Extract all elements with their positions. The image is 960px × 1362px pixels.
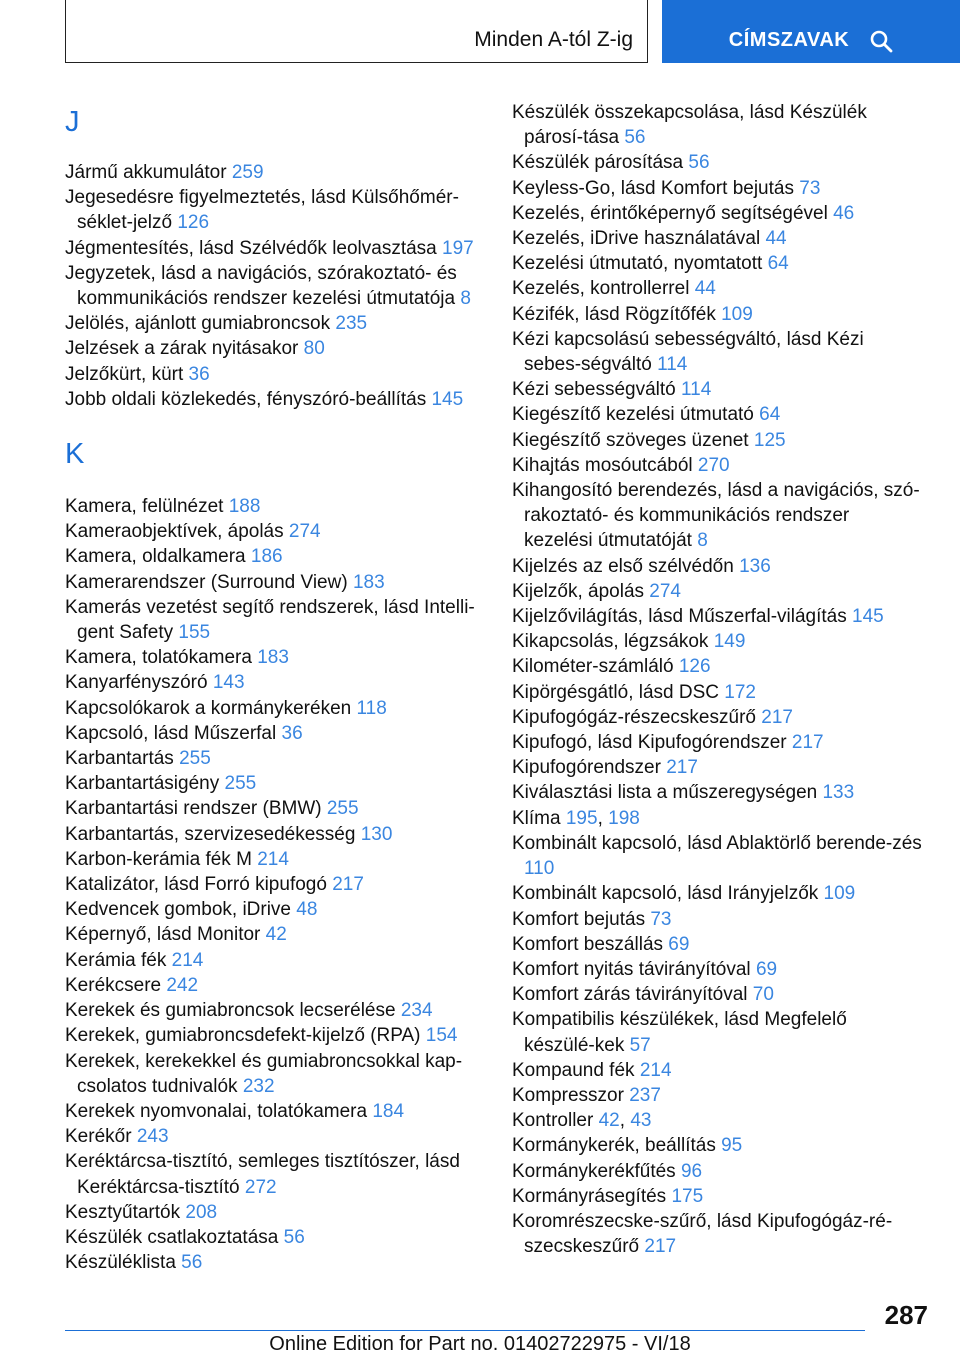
page-reference-link[interactable]: 259	[231, 162, 264, 183]
index-entry	[65, 311, 475, 336]
index-entry-term: Komfort zárás távirányítóval	[512, 984, 753, 1006]
page-reference-link[interactable]: 73	[799, 177, 821, 199]
index-entry-term: Kipörgésgátló, lásd DSC	[512, 681, 725, 703]
page-reference-link[interactable]: 126	[177, 212, 210, 234]
index-entry	[512, 1007, 922, 1057]
index-entry	[65, 1200, 475, 1225]
index-entry-term: Kipufogó, lásd Kipufogórendszer	[512, 732, 792, 754]
page-reference-link[interactable]: 80	[303, 338, 325, 360]
index-entry	[65, 1149, 475, 1199]
page-reference-link[interactable]: 255	[224, 773, 257, 795]
index-list-k-continued	[512, 100, 922, 1259]
page-reference-link[interactable]: 217	[666, 757, 698, 779]
page-reference-link[interactable]: 109	[721, 303, 753, 325]
section-letter-k: K	[65, 438, 85, 471]
index-entry-term: Kézi kapcsolású sebességváltó, lásd Kézi sebes-ségváltó	[512, 328, 864, 376]
index-entry-term: Kiegészítő kezelési útmutató	[512, 404, 760, 426]
page-reference-link[interactable]: 172	[724, 681, 756, 703]
index-entry-term: Karbantartásigény	[65, 773, 225, 795]
index-entry	[512, 201, 922, 226]
page-reference-link[interactable]: 186	[250, 546, 283, 568]
page-reference-link[interactable]: 145	[431, 388, 464, 410]
page-reference-link[interactable]: 183	[352, 571, 385, 593]
index-entry-term: Karbon-kerámia fék M	[65, 848, 258, 870]
index-entry-term: Kézifék, lásd Rögzítőfék	[512, 303, 722, 325]
page-reference-link[interactable]: 96	[680, 1160, 703, 1182]
index-entry-term: Kerékcsere	[65, 974, 167, 996]
index-entry	[512, 453, 922, 478]
index-entry-term: Jegesedésre figyelmeztetés, lásd Külsőhőmér-séklet-jelző	[65, 187, 459, 234]
index-entry	[65, 185, 475, 235]
page-reference-link[interactable]: 57	[629, 1034, 651, 1056]
keywords-button-label: CÍMSZAVAK	[728, 29, 850, 51]
index-entry	[512, 176, 922, 201]
index-entry-term: Kesztyűtartók	[65, 1201, 186, 1223]
footer-divider	[65, 1330, 865, 1331]
index-list-j	[65, 160, 475, 412]
page-reference-link[interactable]: 175	[671, 1185, 704, 1207]
page-reference-link[interactable]: 242	[166, 974, 199, 996]
index-entry	[512, 327, 922, 377]
index-list-k	[65, 494, 475, 1275]
index-entry-term: Kipufogórendszer	[512, 757, 667, 779]
index-entry	[65, 721, 475, 746]
index-entry-term: Kormányrásegítés	[512, 1185, 672, 1207]
section-letter-j: J	[65, 106, 80, 138]
index-entry-term: Karbantartás, szervizesedékesség	[65, 823, 361, 845]
index-entry	[512, 377, 922, 402]
index-entry	[512, 579, 922, 604]
index-entry-term: Kerekek, gumiabroncsdefekt-kijelző (RPA)	[65, 1025, 426, 1047]
page-reference-link[interactable]: 133	[822, 782, 855, 804]
index-entry	[512, 554, 922, 579]
index-entry-term: Kijelzővilágítás, lásd Műszerfal-világítás	[512, 606, 853, 628]
page-reference-link[interactable]: 114	[657, 354, 688, 376]
page-reference-link[interactable]: 64	[767, 253, 789, 275]
page-reference-link[interactable]: 214	[257, 848, 289, 870]
page-reference-link[interactable]: 42	[265, 924, 287, 946]
index-entry	[512, 907, 922, 932]
index-entry	[512, 730, 922, 755]
index-entry	[512, 629, 922, 654]
index-entry-term: Jégmentesítés, lásd Szélvédők leolvasztása	[65, 237, 443, 259]
index-entry-term: Keyless-Go, lásd Komfort bejutás	[512, 177, 800, 199]
index-entry-term: Kormánykerékfűtés	[512, 1160, 681, 1182]
index-entry-term: Kiválasztási lista a műszeregységen	[512, 782, 823, 804]
page-reference-link[interactable]: 95	[721, 1135, 743, 1157]
index-entry	[512, 1058, 922, 1083]
index-entry	[65, 494, 475, 519]
index-entry	[65, 847, 475, 872]
index-entry-term: Készüléklista	[65, 1252, 182, 1274]
index-entry	[65, 948, 475, 973]
page-reference-link[interactable]: 46	[833, 202, 855, 224]
page-reference-link[interactable]: 8	[460, 288, 471, 310]
index-entry	[512, 604, 922, 629]
index-entry	[512, 957, 922, 982]
page-reference-link[interactable]: 235	[335, 313, 368, 335]
index-entry-term: Kijelzők, ápolás	[512, 580, 650, 602]
keywords-button[interactable]	[662, 0, 960, 63]
index-entry-term: Kerékőr	[65, 1126, 137, 1148]
index-entry-term: Karbantartási rendszer (BMW)	[65, 798, 327, 820]
index-entry-term: Kihangosító berendezés, lásd a navigációs, szó-rakoztató- és kommunikációs rendszer kezelési útmutatóját	[512, 480, 920, 552]
page-reference-link[interactable]: 208	[185, 1201, 218, 1223]
page-reference-link[interactable]: 274	[649, 580, 681, 602]
page-reference-link[interactable]: 255	[326, 798, 359, 820]
index-entry	[65, 160, 475, 185]
index-entry	[65, 387, 475, 412]
index-entry	[512, 982, 922, 1007]
page-reference-link[interactable]: 44	[765, 228, 787, 250]
tab-label: Minden A-tól Z-ig	[474, 28, 633, 51]
index-entry	[65, 645, 475, 670]
index-entry-term: Kezelés, érintőképernyő segítségével	[512, 202, 834, 224]
index-entry	[512, 680, 922, 705]
index-entry	[512, 654, 922, 679]
index-entry	[65, 1023, 475, 1048]
index-entry	[512, 1209, 922, 1259]
index-entry-term: Karbantartás	[65, 748, 180, 770]
page-reference-link[interactable]: 214	[171, 949, 204, 971]
index-entry-term: Kipufogógáz-részecskeszűrő	[512, 706, 762, 728]
page-reference-link[interactable]: 70	[752, 984, 774, 1006]
index-entry	[65, 1099, 475, 1124]
index-entry	[65, 922, 475, 947]
page-reference-link[interactable]: 69	[755, 958, 778, 980]
index-entry: Kontroller 42, 43	[512, 1110, 652, 1132]
index-entry-term: Kiegészítő szöveges üzenet	[512, 429, 754, 451]
index-entry	[512, 1159, 922, 1184]
page-reference-link[interactable]: 274	[288, 521, 321, 543]
index-entry	[65, 1225, 475, 1250]
page-reference-link[interactable]: 136	[739, 555, 771, 577]
index-entry: Klíma 195, 198	[512, 807, 640, 829]
index-entry-term: Komfort bejutás	[512, 908, 651, 930]
index-entry-term: Kapcsolókarok a kormánykeréken	[65, 697, 357, 719]
index-entry	[65, 796, 475, 821]
page-reference-link[interactable]: 217	[332, 874, 364, 896]
index-entry	[512, 251, 922, 276]
page-reference-link[interactable]: 255	[179, 748, 211, 770]
index-entry-term: Kompaund fék	[512, 1059, 640, 1081]
page-reference-link[interactable]: 237	[629, 1084, 661, 1106]
index-entry-term: Kamera, oldalkamera	[65, 546, 251, 568]
page-reference-link[interactable]: 109	[823, 883, 856, 905]
index-entry-term: Kedvencek gombok, iDrive	[65, 899, 297, 921]
index-entry	[65, 746, 475, 771]
page-reference-link[interactable]: 195	[565, 807, 598, 829]
index-entry	[512, 932, 922, 957]
index-entry-term: Készülék csatlakoztatása	[65, 1226, 284, 1248]
index-entry	[65, 362, 475, 387]
page-reference-link[interactable]: 130	[360, 823, 393, 845]
index-entry	[65, 519, 475, 544]
index-entry-term: Koromrészecske-szűrő, lásd Kipufogógáz-ré-szecskeszűrő	[512, 1210, 893, 1258]
page-reference-link[interactable]: 56	[181, 1252, 203, 1274]
index-entry	[65, 1124, 475, 1149]
page-reference-link[interactable]: 197	[442, 237, 474, 259]
page-reference-link[interactable]: 56	[688, 152, 710, 174]
page-reference-link[interactable]: 232	[242, 1075, 275, 1097]
index-entry-term: Kapcsoló, lásd Műszerfal	[65, 722, 282, 744]
index-entry	[65, 595, 475, 645]
page-reference-link[interactable]: 64	[759, 404, 781, 426]
page-reference-link[interactable]: 44	[694, 278, 716, 300]
index-entry	[65, 336, 475, 361]
index-entry-term: Komfort nyitás távirányítóval	[512, 958, 756, 980]
page-reference-link[interactable]: 118	[356, 697, 387, 719]
page-reference-link[interactable]: 56	[283, 1226, 305, 1248]
index-entry-term: Jelzések a zárak nyitásakor	[65, 338, 304, 360]
page-reference-link[interactable]: 243	[136, 1126, 169, 1148]
page-reference-link[interactable]: 125	[753, 429, 786, 451]
search-icon	[869, 29, 893, 53]
index-column-left	[65, 100, 475, 1275]
index-entry-term: Kézi sebességváltó	[512, 379, 681, 401]
page-reference-link[interactable]: 56	[624, 127, 646, 149]
index-entry	[65, 1049, 475, 1099]
index-entry-term: Klíma	[512, 807, 566, 829]
index-entry-term: Kamera, tolatókamera	[65, 647, 258, 669]
index-entry-term: Kerekek és gumiabroncsok lecserélése	[65, 1000, 401, 1022]
index-entry-term: Kerámia fék	[65, 949, 172, 971]
page-reference-link[interactable]: 8	[697, 530, 708, 552]
index-entry	[512, 478, 922, 554]
page-reference-link[interactable]: 234	[400, 1000, 433, 1022]
index-entry	[512, 755, 922, 780]
index-entry-term: Kamerás vezetést segítő rendszerek, lásd Intelli-gent Safety	[65, 596, 475, 644]
index-entry-term: Kompresszor	[512, 1084, 630, 1106]
page-reference-link[interactable]: 69	[668, 933, 690, 955]
tab-minden-a-tol-z-ig[interactable]	[65, 0, 648, 63]
page-reference-link[interactable]: 188	[228, 496, 261, 518]
index-entry-term: Katalizátor, lásd Forró kipufogó	[65, 874, 333, 896]
index-entry-term: Jelölés, ajánlott gumiabroncsok	[65, 313, 336, 335]
index-entry-term: Kombinált kapcsoló, lásd Irányjelzők	[512, 883, 824, 905]
index-entry-term: Készülék párosítása	[512, 152, 689, 174]
page-reference-link[interactable]: 217	[761, 706, 793, 728]
page-reference-link[interactable]: 43	[630, 1110, 652, 1132]
index-entry	[65, 1250, 475, 1275]
page-reference-link[interactable]: 214	[639, 1059, 672, 1081]
index-entry	[65, 973, 475, 998]
index-entry-term: Képernyő, lásd Monitor	[65, 924, 266, 946]
index-entry	[65, 998, 475, 1023]
page-reference-link[interactable]: 48	[296, 899, 318, 921]
index-entry-term: Kezelés, kontrollerrel	[512, 278, 695, 300]
page-number: 287	[884, 1300, 928, 1330]
index-entry-term: Jobb oldali közlekedés, fényszóró-beállítás	[65, 388, 432, 410]
index-entry-term: Kihajtás mosóutcából	[512, 454, 698, 476]
page-reference-link[interactable]: 114	[681, 379, 712, 401]
index-entry-term: Kompatibilis készülékek, lásd Megfelelő készülé-kek	[512, 1009, 847, 1056]
index-entry-term: Komfort beszállás	[512, 933, 669, 955]
page-reference-link[interactable]: 149	[713, 631, 746, 653]
index-entry	[512, 780, 922, 805]
index-entry-term: Jármű akkumulátor	[65, 162, 232, 183]
index-entry	[512, 705, 922, 730]
index-entry	[65, 236, 475, 261]
index-entry-term: Kerekek, kerekekkel és gumiabroncsokkal kap-csolatos tudnivalók	[65, 1050, 463, 1097]
index-entry-term: Kameraobjektívek, ápolás	[65, 521, 289, 543]
index-entry	[512, 402, 922, 427]
index-entry	[512, 1184, 922, 1209]
index-entry	[512, 150, 922, 175]
index-entry-term: Kezelés, iDrive használatával	[512, 228, 766, 250]
page-reference-link[interactable]: 198	[608, 807, 640, 829]
index-entry	[65, 771, 475, 796]
page-reference-link[interactable]: 155	[178, 622, 211, 644]
index-entry	[65, 261, 475, 311]
footer-edition-text: Online Edition for Part no. 01402722975 - VI/18	[269, 1333, 691, 1355]
index-entry	[512, 831, 922, 881]
index-entry	[512, 276, 922, 301]
index-entry	[65, 822, 475, 847]
index-entry	[512, 1133, 922, 1158]
index-entry	[512, 302, 922, 327]
index-entry	[512, 1083, 922, 1108]
page-reference-link[interactable]: 42	[598, 1110, 620, 1132]
index-entry-term: Kilométer-számláló	[512, 656, 679, 678]
index-entry-term: Kezelési útmutató, nyomtatott	[512, 253, 768, 275]
index-entry-term: Kanyarfényszóró	[65, 672, 213, 694]
page-reference-link[interactable]: 270	[697, 454, 730, 476]
page-reference-link[interactable]: 145	[852, 606, 884, 628]
page-reference-link[interactable]: 143	[212, 672, 245, 694]
index-entry-term: Kerekek nyomvonalai, tolatókamera	[65, 1100, 373, 1122]
index-entry	[65, 872, 475, 897]
page-reference-link[interactable]: 272	[244, 1176, 277, 1198]
page-reference-link[interactable]: 73	[650, 908, 672, 930]
index-column-right	[512, 100, 922, 1259]
index-entry	[512, 100, 922, 150]
index-entry	[512, 226, 922, 251]
index-entry	[65, 670, 475, 695]
index-entry-term: Kijelzés az első szélvédőn	[512, 555, 740, 577]
index-entry-term: Kamerarendszer (Surround View)	[65, 571, 353, 593]
index-entry-term: Keréktárcsa-tisztító, semleges tisztítószer, lásd Keréktárcsa-tisztító	[65, 1151, 460, 1198]
index-entry	[65, 570, 475, 595]
index-entry	[512, 881, 922, 906]
page-reference-link[interactable]: 184	[372, 1100, 405, 1122]
index-entry-term: Készülék összekapcsolása, lásd Készülék párosí-tása	[512, 102, 867, 149]
page-reference-link[interactable]: 110	[524, 858, 555, 880]
index-entry-term: Kamera, felülnézet	[65, 496, 229, 518]
index-entry	[512, 428, 922, 453]
index-entry-term: Kikapcsolás, légzsákok	[512, 631, 714, 653]
index-entry-term: Kombinált kapcsoló, lásd Ablaktörlő berende-zés	[512, 832, 922, 854]
index-entry-term: Jelzőkürt, kürt	[65, 363, 189, 385]
page-reference-link[interactable]: 217	[791, 732, 824, 754]
page-reference-link[interactable]: 126	[678, 656, 711, 678]
page-reference-link[interactable]: 183	[257, 647, 289, 669]
index-entry	[65, 897, 475, 922]
page-reference-link[interactable]: 36	[281, 722, 303, 744]
index-entry	[65, 544, 475, 569]
index-entry-term: Kontroller	[512, 1110, 599, 1132]
page-reference-link[interactable]: 217	[644, 1236, 677, 1258]
index-entry	[65, 696, 475, 721]
index-entry-term: Kormánykerék, beállítás	[512, 1135, 722, 1157]
page-reference-link[interactable]: 36	[188, 363, 210, 385]
page-reference-link[interactable]: 154	[425, 1025, 458, 1047]
index-entry-term: Jegyzetek, lásd a navigációs, szórakoztató- és kommunikációs rendszer kezelési útmutatója	[65, 262, 461, 310]
